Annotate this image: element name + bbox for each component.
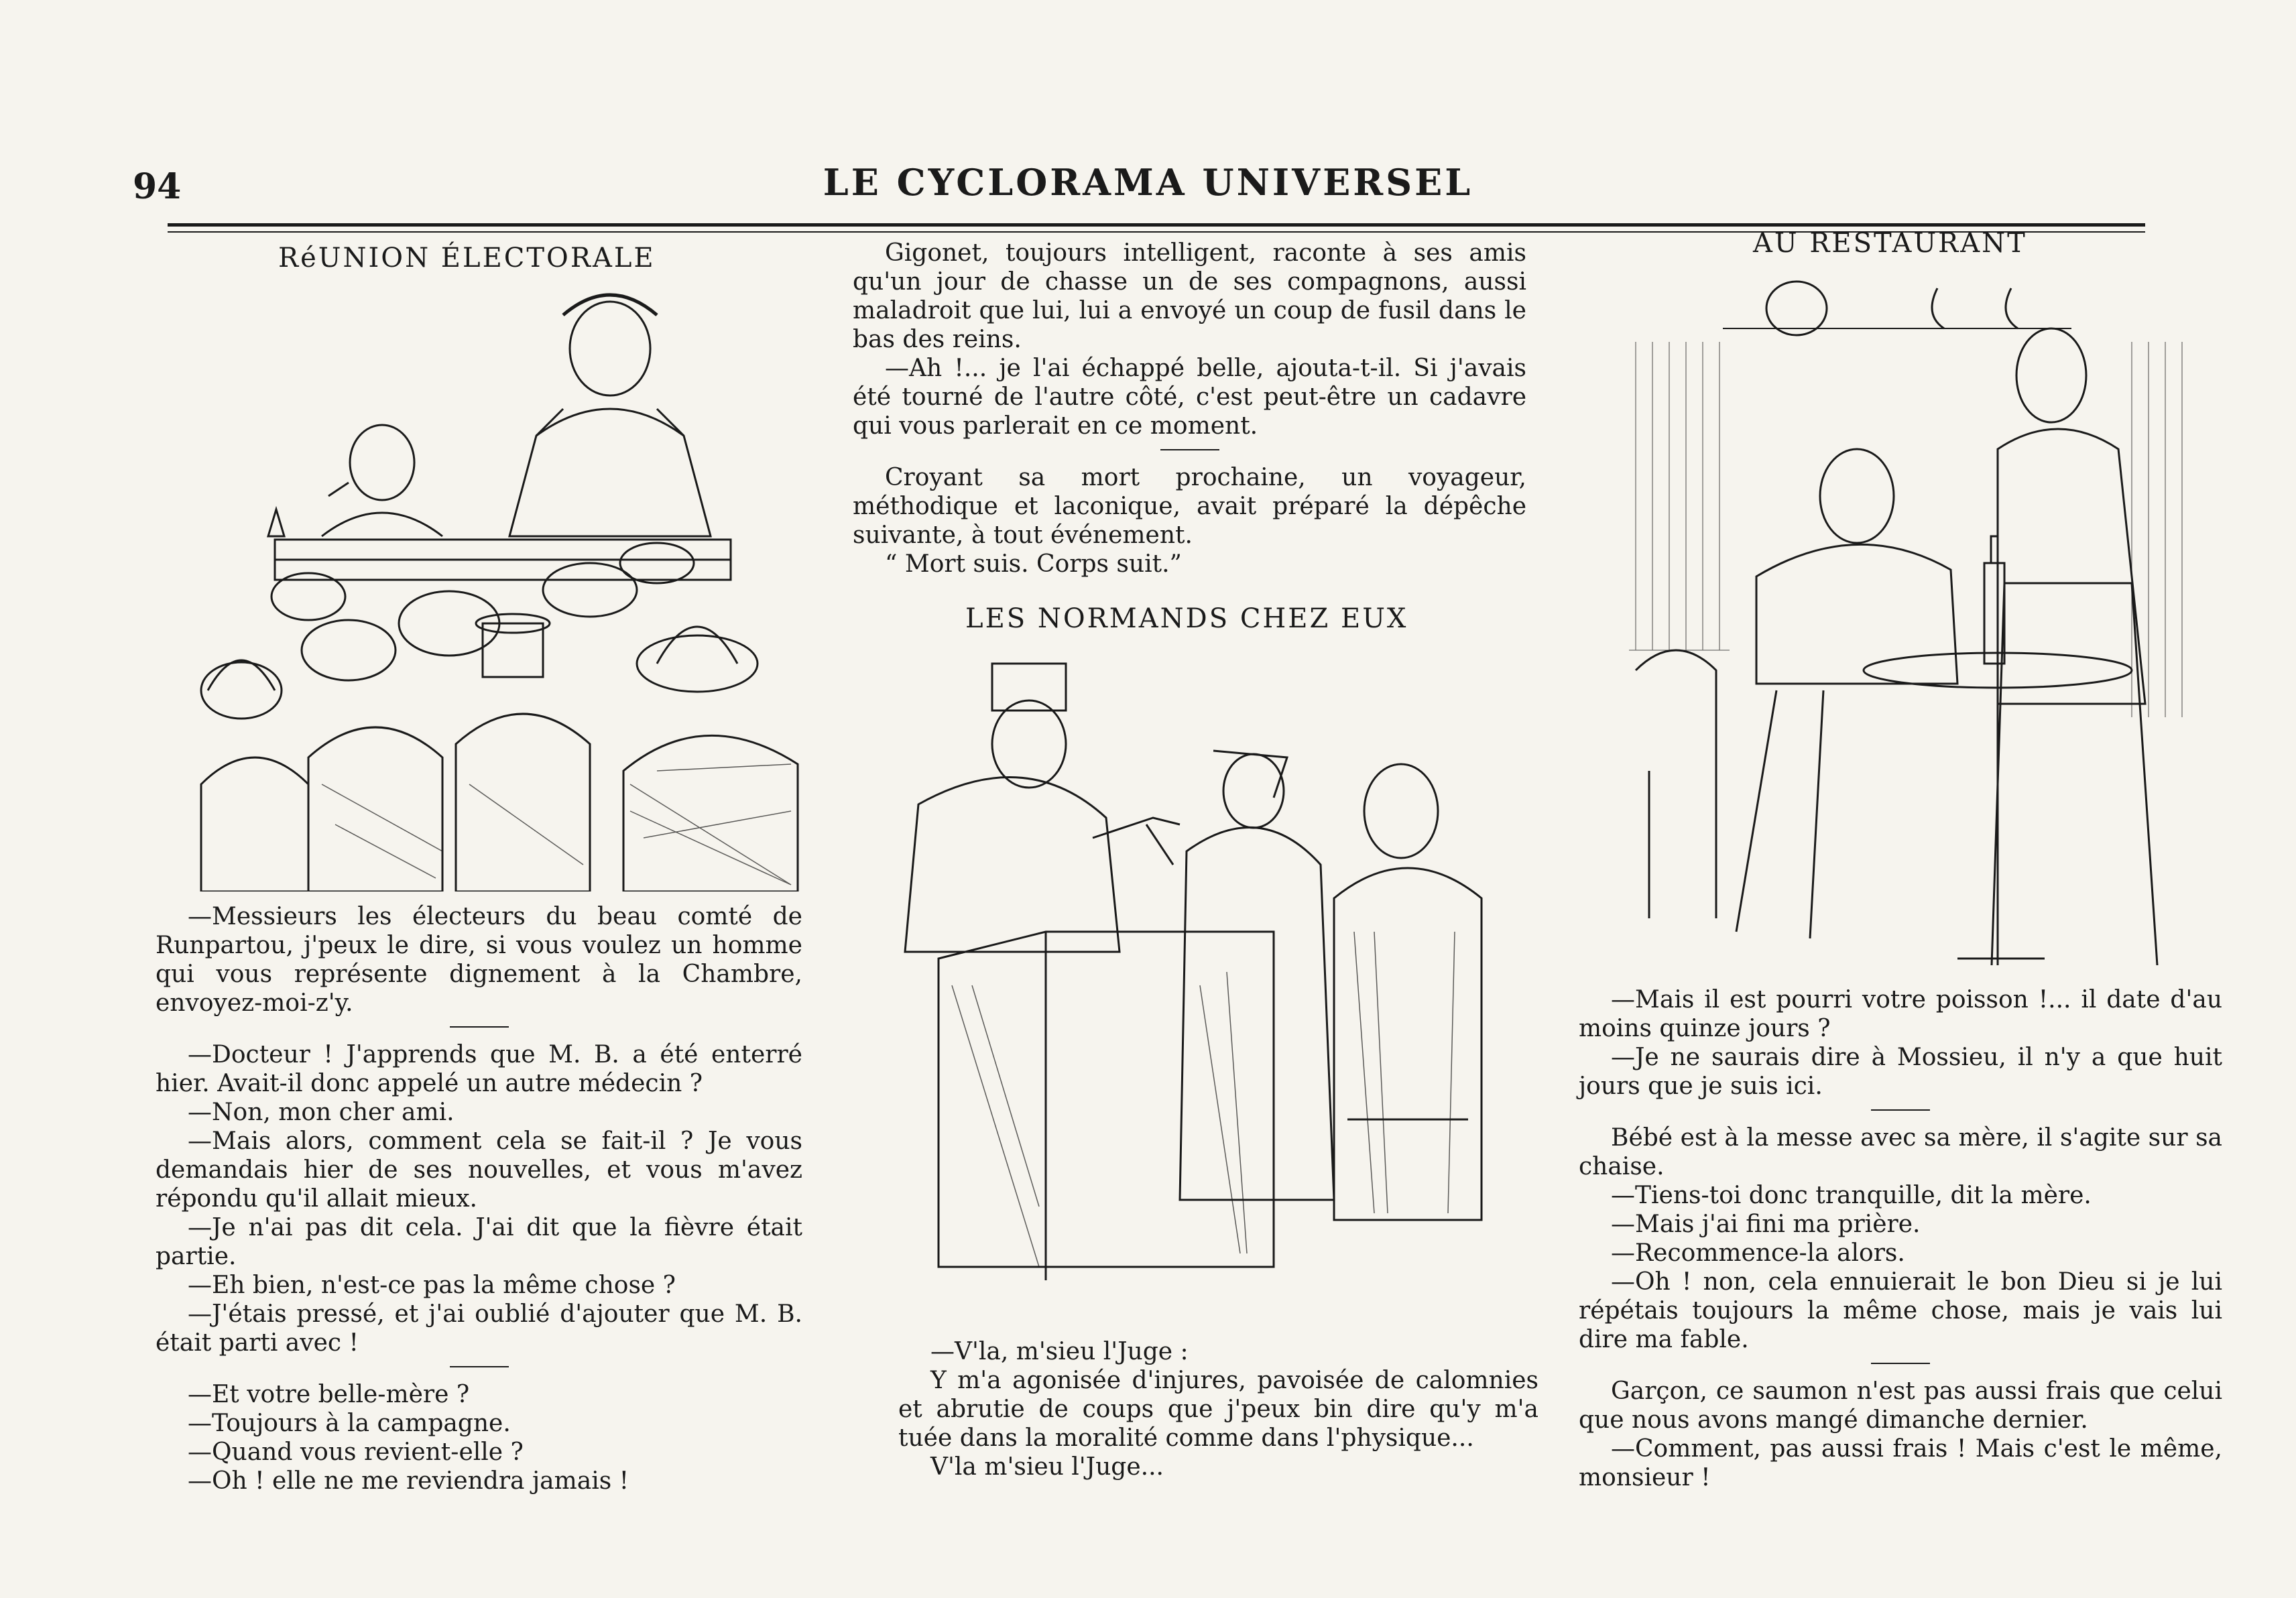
- separator-rule: [1871, 1363, 1930, 1364]
- joke-line: —Et votre belle-mère ?: [188, 1381, 470, 1408]
- joke-line: —Toujours à la campagne.: [188, 1410, 511, 1437]
- joke-line: —Non, mon cher ami.: [188, 1099, 455, 1126]
- joke-line: —Eh bien, n'est-ce pas la même chose ?: [188, 1272, 676, 1299]
- paragraph: —Ah !... je l'ai échappé belle, ajouta-t-il. Si j'avais été tourné de l'autre côté, c'est peut-être un cadavre qui vous parlerait en ce moment.: [853, 355, 1526, 440]
- paragraph: “ Mort suis. Corps suit.”: [885, 550, 1182, 578]
- caption-reunion-electorale: [156, 902, 802, 1495]
- caption-normands: [898, 1337, 1538, 1481]
- caption-line: —V'la, m'sieu l'Juge :: [930, 1338, 1189, 1365]
- caption-line: V'la m'sieu l'Juge...: [930, 1453, 1164, 1481]
- header-rule-thick: [168, 223, 2145, 227]
- separator-rule: [1160, 449, 1219, 450]
- election-meeting-illustration: [188, 275, 811, 892]
- joke-line: —Docteur ! J'apprends que M. B. a été enterré hier. Avait-il donc appelé un autre médecin ?: [156, 1041, 802, 1097]
- paragraph: Croyant sa mort prochaine, un voyageur, méthodique et laconique, avait préparé la dépêche suivante, à tout événement.: [853, 464, 1526, 549]
- judge-and-peasants-illustration: [892, 650, 1495, 1320]
- page-title: LE CYCLORAMA UNIVERSEL: [823, 161, 1473, 204]
- joke-line: —Mais j'ai fini ma prière.: [1611, 1211, 1921, 1238]
- joke-line: —Je n'ai pas dit cela. J'ai dit que la fièvre était partie.: [156, 1214, 802, 1270]
- paragraph: Gigonet, toujours intelligent, raconte à ses amis qu'un jour de chasse un de ses compagnons, aussi maladroit que lui, lui a envoyé un coup de fusil dans le bas des reins.: [853, 239, 1526, 353]
- column-2-text: [853, 239, 1526, 578]
- caption-line: —Mais il est pourri votre poisson !... il date d'au moins quinze jours ?: [1579, 986, 2222, 1042]
- joke-line: Garçon, ce saumon n'est pas aussi frais que celui que nous avons mangé dimanche dernier.: [1579, 1377, 2222, 1434]
- heading-au-restaurant: AU RESTAURANT: [1753, 228, 2027, 259]
- joke-line: —Comment, pas aussi frais ! Mais c'est le même, monsieur !: [1579, 1435, 2222, 1491]
- caption-text: —Messieurs les électeurs du beau comté de Runpartou, j'peux le dire, si vous voulez un homme qui vous représente dignement à la Chambre, envoyez-moi-z'y.: [156, 903, 802, 1017]
- joke-line: —J'étais pressé, et j'ai oublié d'ajouter que M. B. était parti avec !: [156, 1300, 802, 1357]
- heading-les-normands-chez-eux: LES NORMANDS CHEZ EUX: [965, 603, 1408, 634]
- page-number: 94: [133, 166, 182, 207]
- caption-line: Y m'a agonisée d'injures, pavoisée de calomnies et abrutie de coups que j'peux bin dire qu'y m'a tuée dans la moralité comme dans l'physique...: [898, 1367, 1538, 1452]
- joke-line: —Recommence-la alors.: [1611, 1239, 1905, 1267]
- caption-line: —Je ne saurais dire à Mossieu, il n'y a que huit jours que je suis ici.: [1579, 1044, 2222, 1100]
- joke-line: —Mais alors, comment cela se fait-il ? Je vous demandais hier de ses nouvelles, et vous m'avez répondu qu'il allait mieux.: [156, 1127, 802, 1213]
- joke-line: —Oh ! non, cela ennuierait le bon Dieu si je lui répétais toujours la même chose, mais je vais lui dire ma fable.: [1579, 1268, 2222, 1353]
- column-3-text: [1579, 985, 2222, 1492]
- heading-reunion-electorale: RéUNION ÉLECTORALE: [278, 243, 656, 273]
- separator-rule: [450, 1366, 509, 1367]
- separator-rule: [1871, 1109, 1930, 1111]
- joke-line: —Oh ! elle ne me reviendra jamais !: [188, 1467, 629, 1495]
- separator-rule: [450, 1026, 509, 1028]
- joke-line: —Tiens-toi donc tranquille, dit la mère.: [1611, 1182, 2092, 1209]
- joke-line: Bébé est à la messe avec sa mère, il s'agite sur sa chaise.: [1579, 1124, 2222, 1180]
- joke-line: —Quand vous revient-elle ?: [188, 1438, 524, 1466]
- restaurant-waiter-illustration: [1622, 275, 2199, 965]
